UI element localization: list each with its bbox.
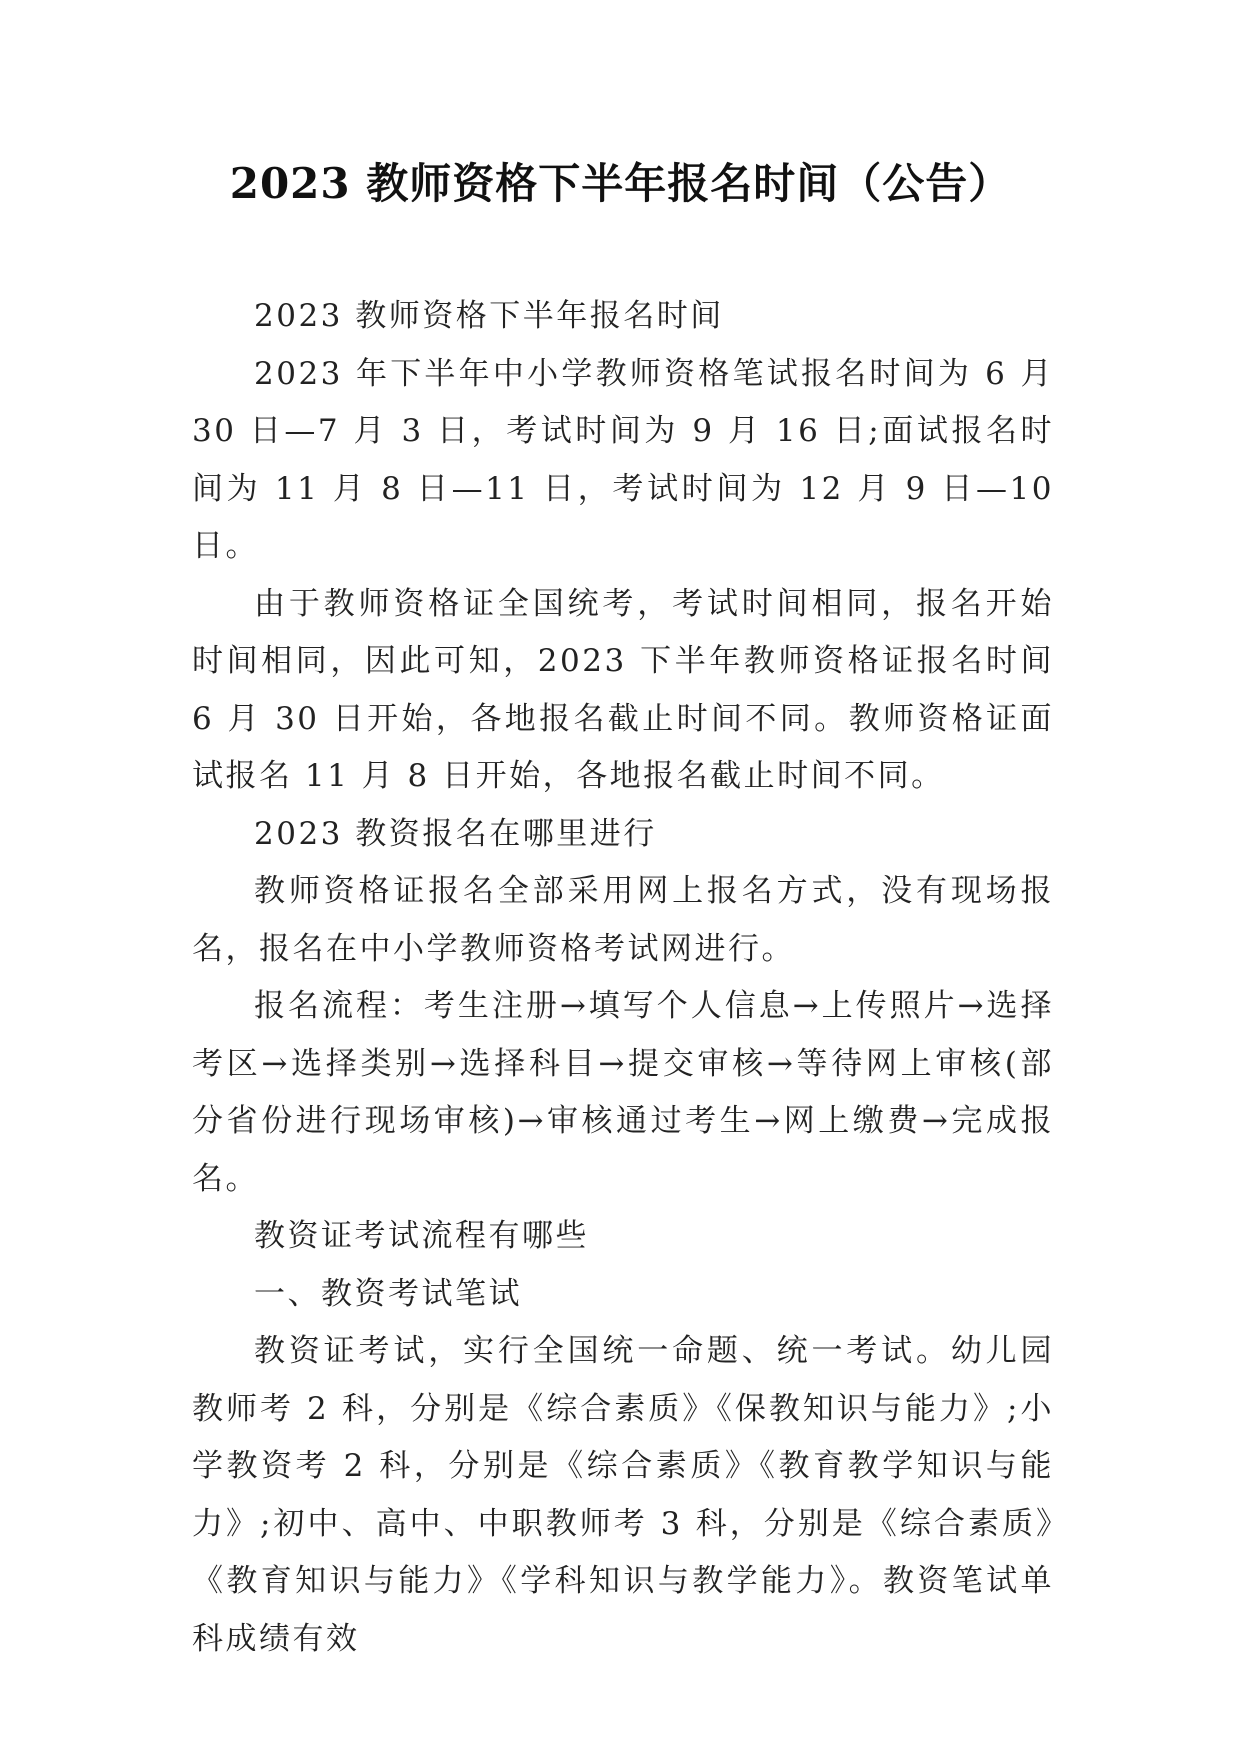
document-body — [192, 288, 1054, 1668]
paragraph-online-registration: 教师资格证报名全部采用网上报名方式，没有现场报名，报名在中小学教师资格考试网进行。 — [192, 873, 1054, 967]
paragraph-heading-registration-place: 2023 教资报名在哪里进行 — [254, 815, 657, 852]
document-title: 2023 教师资格下半年报名时间（公告） — [229, 159, 1012, 208]
paragraph-heading-registration-time: 2023 教师资格下半年报名时间 — [254, 298, 724, 334]
paragraph-heading-written-exam: 一、教资考试笔试 — [254, 1275, 522, 1312]
paragraph-heading-exam-process: 教资证考试流程有哪些 — [254, 1218, 589, 1254]
paragraph-registration-dates: 2023 年下半年中小学教师资格笔试报名时间为 6 月 30 日—7 月 3 日，考试时间为 9 月 16 日;面试报名时间为 11 月 8 日—11 日，考试时间为 12 月 9 日—10 日。 — [192, 355, 1054, 564]
paragraph-written-exam-subjects: 教资证考试，实行全国统一命题、统一考试。幼儿园教师考 2 科，分别是《综合素质》《保教知识与能力》;小学教资考 2 科，分别是《综合素质》《教育教学知识与能力》;初中、高中、中职教师考 3 科，分别是《综合素质》《教育知识与能力》《学科知识与教学能力》。教资笔试单科成绩有效 — [192, 1333, 1054, 1657]
paragraph-registration-process: 报名流程：考生注册→填写个人信息→上传照片→选择考区→选择类别→选择科目→提交审核→等待网上审核(部分省份进行现场审核)→审核通过考生→网上缴费→完成报名。 — [192, 988, 1054, 1197]
paragraph-national-exam: 由于教师资格证全国统考，考试时间相同，报名开始时间相同，因此可知，2023 下半年教师资格证报名时间 6 月 30 日开始，各地报名截止时间不同。教师资格证面试报名 11 月 8 日开始，各地报名截止时间不同。 — [192, 585, 1054, 794]
